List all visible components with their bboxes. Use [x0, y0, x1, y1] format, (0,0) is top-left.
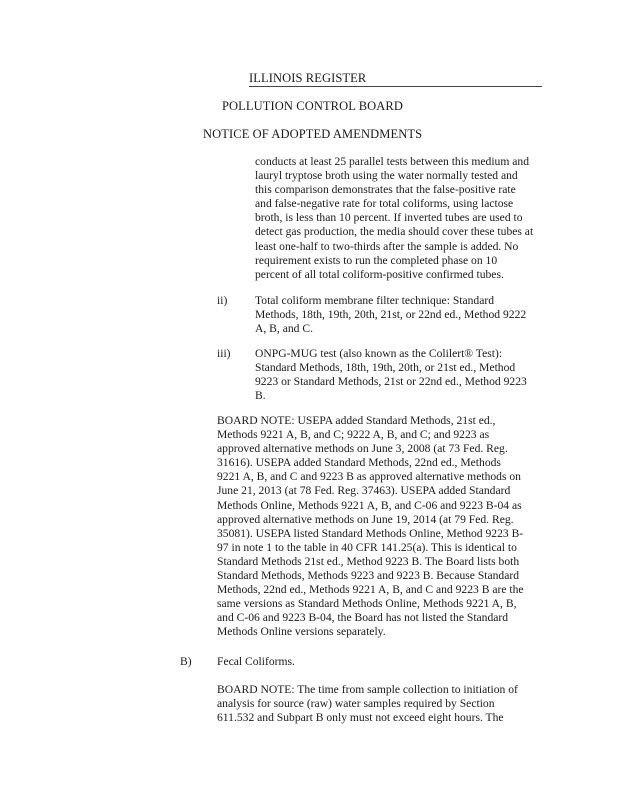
- text-line: June 21, 2013 (at 78 Fed. Reg. 37463). USEPA added Standard: [217, 484, 511, 498]
- item-b-label: B): [180, 655, 192, 668]
- board-title: POLLUTION CONTROL BOARD: [222, 99, 403, 113]
- text-line: approved alternative methods on June 3, 2008 (at 73 Fed. Reg.: [217, 442, 508, 456]
- text-line: Methods Online, Methods 9221 A, B, and C-06 and 9223 B-04 as: [217, 498, 522, 512]
- text-line: ONPG-MUG test (also known as the Colilert® Test):: [255, 347, 503, 360]
- text-line: BOARD NOTE: USEPA added Standard Methods, 21st ed.,: [217, 414, 496, 427]
- board-note-paragraph-2: [217, 683, 518, 725]
- text-line: 97 in note 1 to the table in 40 CFR 141.25(a). This is identical to: [217, 540, 517, 554]
- text-line: 9223 or Standard Methods, 21st or 22nd ed., Method 9223: [255, 375, 527, 389]
- text-line: 611.532 and Subpart B only must not exceed eight hours. The: [217, 711, 504, 725]
- item-ii-label: ii): [217, 294, 228, 307]
- text-line: 9221 A, B, and C and 9223 B as approved alternative methods on: [217, 470, 521, 484]
- text-line: approved alternative methods on June 19, 2014 (at 79 Fed. Reg.: [217, 512, 514, 526]
- register-title: ILLINOIS REGISTER: [249, 71, 367, 85]
- notice-title: NOTICE OF ADOPTED AMENDMENTS: [203, 127, 423, 141]
- text-line: requirement exists to run the completed phase on 10: [255, 253, 498, 267]
- text-line: lauryl tryptose broth using the water normally tested and: [255, 169, 518, 183]
- text-line: B.: [255, 389, 266, 403]
- text-line: broth, is less than 10 percent. If inverted tubes are used to: [255, 211, 523, 225]
- text-line: Methods, 18th, 19th, 20th, 21st, or 22nd ed., Method 9222: [255, 308, 527, 322]
- text-line: and false-negative rate for total coliforms, using lactose: [255, 197, 514, 211]
- text-line: least one-half to two-thirds after the sample is added. No: [255, 239, 519, 253]
- text-line: 35081). USEPA listed Standard Methods Online, Method 9223 B-: [217, 526, 524, 540]
- text-line: Methods 9221 A, B, and C; 9222 A, B, and C; and 9223 as: [217, 428, 490, 442]
- text-line: analysis for source (raw) water samples required by Section: [217, 697, 495, 711]
- text-line: 31616). USEPA added Standard Methods, 22nd ed., Methods: [217, 456, 501, 470]
- text-line: this comparison demonstrates that the false-positive rate: [255, 183, 516, 197]
- header-rule: [249, 86, 542, 87]
- text-line: and C-06 and 9223 B-04, the Board has not listed the Standard: [217, 611, 509, 625]
- text-line: conducts at least 25 parallel tests between this medium and: [255, 155, 529, 168]
- item-iii-paragraph: [255, 347, 527, 403]
- item-iii-label: iii): [217, 347, 231, 360]
- continuation-paragraph: [255, 155, 533, 282]
- text-line: Methods Online versions separately.: [217, 625, 386, 639]
- text-line: A, B, and C.: [255, 322, 313, 336]
- text-line: same versions as Standard Methods Online, Methods 9221 A, B,: [217, 597, 517, 611]
- text-line: BOARD NOTE: The time from sample collection to initiation of: [217, 683, 518, 696]
- item-b-title: Fecal Coliforms.: [217, 655, 295, 668]
- text-line: detect gas production, the media should cover these tubes at: [255, 225, 534, 239]
- text-line: Total coliform membrane filter technique: Standard: [255, 294, 495, 307]
- text-line: Standard Methods, Methods 9223 and 9223 B. Because Standard: [217, 569, 520, 583]
- text-line: Standard Methods 21st ed., Method 9223 B. The Board lists both: [217, 554, 520, 568]
- text-line: Standard Methods, 18th, 19th, 20th, or 21st ed., Method: [255, 361, 516, 375]
- text-line: Methods, 22nd ed., Methods 9221 A, B, and C and 9223 B are the: [217, 583, 524, 597]
- item-ii-paragraph: [255, 294, 526, 336]
- board-note-paragraph: [217, 414, 524, 640]
- text-line: percent of all total coliform-positive confirmed tubes.: [255, 267, 504, 281]
